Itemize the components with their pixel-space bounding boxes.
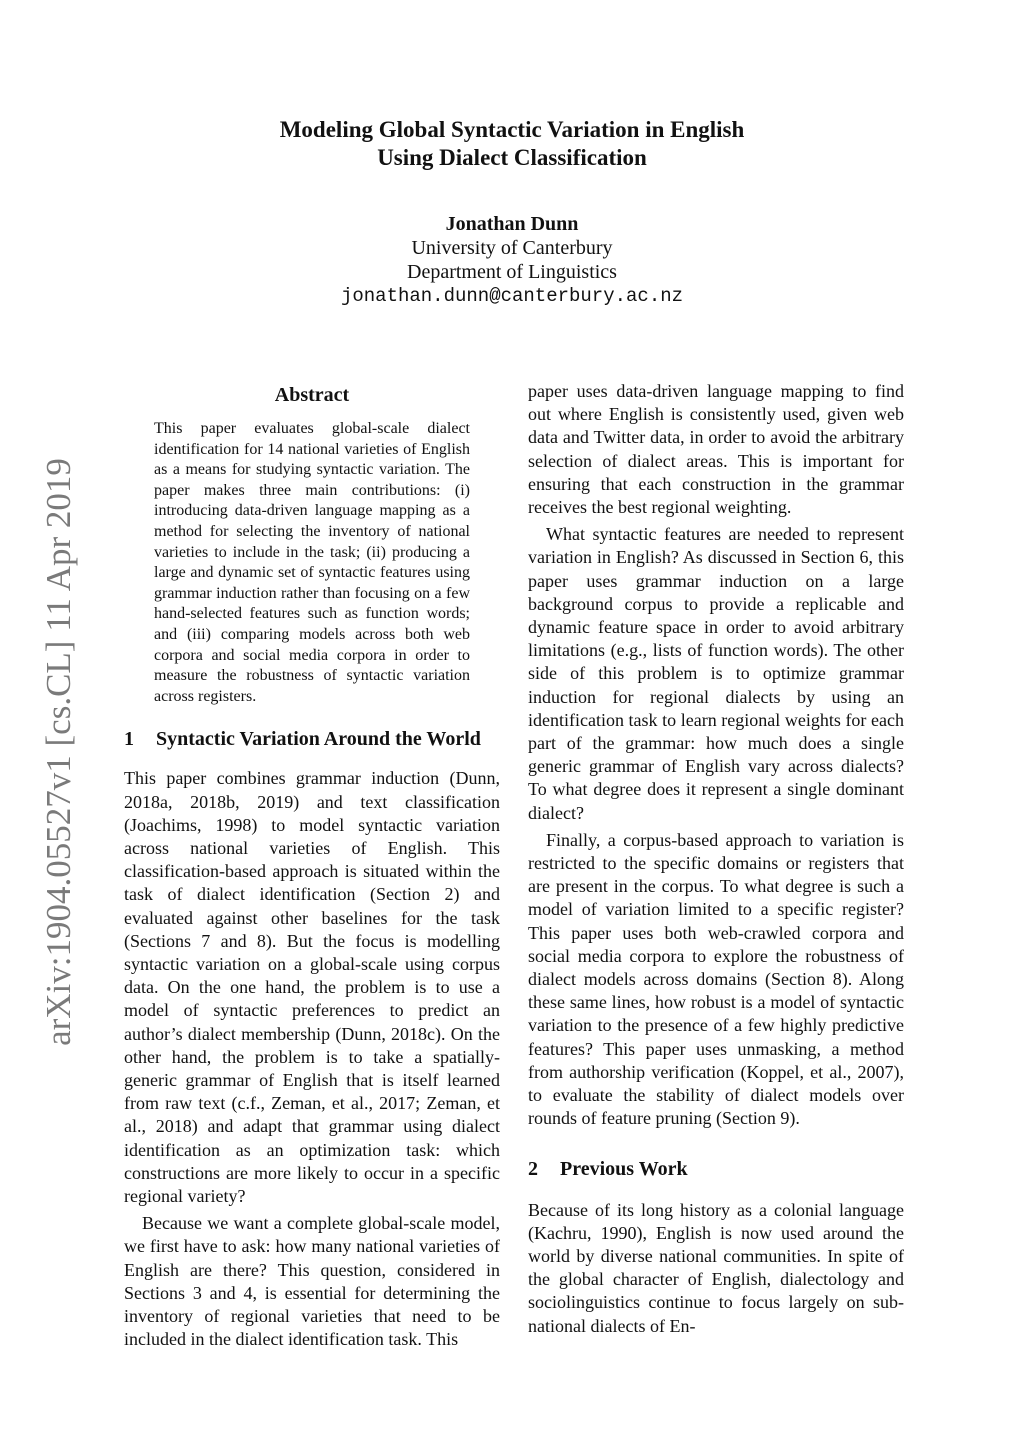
section-2-number: 2	[528, 1157, 538, 1180]
paper-title-line-1: Modeling Global Syntactic Variation in English	[279, 117, 745, 142]
left-column	[124, 380, 500, 1355]
section-1-paragraph-3: What syntactic features are needed to represent variation in English? As discussed in Section 6, this paper uses grammar induction on a large background corpus to provide a replicable and dynamic feature space in order to avoid arbitrary limitations (e.g., lists of function words). The other side of this problem is to optimize grammar induction for regional dialects by using an identification task to learn regional weights for each part of the grammar: how much does a single generic grammar of English vary across dialects? To what degree does it represent a single dominant dialect?	[528, 524, 904, 823]
abstract-heading: Abstract	[274, 384, 350, 406]
author-name: Jonathan Dunn	[445, 213, 579, 235]
author-affiliation-university: University of Canterbury	[411, 237, 613, 259]
section-1-number: 1	[124, 728, 134, 751]
section-2-paragraph-1: Because of its long history as a colonial language (Kachru, 1990), English is now used around the world by diverse national communities. In spite of the global character of English, dialectology and sociolinguistics continue to focus largely on sub-national dialects of En-	[528, 1199, 904, 1336]
author-affiliation-department: Department of Linguistics	[407, 261, 617, 283]
section-1-paragraph-2-continued: paper uses data-driven language mapping to find out where English is consistently used, given web data and Twitter data, in order to avoid the arbitrary selection of dialect areas. This is important for ensuring that each construction in the grammar receives the best regional weighting.	[528, 381, 904, 518]
paper-title-line-2: Using Dialect Classification	[377, 145, 647, 170]
author-block	[0, 212, 1024, 308]
section-1-paragraph-2: Because we want a complete global-scale model, we first have to ask: how many national varieties of English are there? This question, considered in Sections 3 and 4, is essential for determining the inventory of regional varieties that need to be included in the dialect identification task. This	[124, 1213, 500, 1350]
author-email: jonathan.dunn@canterbury.ac.nz	[340, 285, 684, 307]
section-1-title: Syntactic Variation Around the World	[156, 728, 481, 751]
section-1-heading	[124, 727, 500, 751]
right-column	[528, 380, 904, 1342]
section-1-paragraph-4: Finally, a corpus-based approach to variation is restricted to the specific domains or registers that are present in the corpus. To what degree is such a model of variation limited to a specific register? This paper uses both web-crawled corpora and social media corpora to explore the robustness of dialect models across domains (Section 8). Along these same lines, how robust is a model of syntactic variation to the presence of a few highly predictive features? This paper uses unmasking, a method from authorship verification (Koppel, et al., 2007), to evaluate the stability of dialect models over rounds of feature pruning (Section 9).	[528, 829, 904, 1129]
abstract-text: This paper evaluates global-scale dialect identification for 14 national varieties of English as a means for studying syntactic variation. The paper makes three main contributions: (i) introducing data-driven language mapping as a method for selecting the inventory of national varieties to include in the task; (ii) producing a large and dynamic set of syntactic features using grammar induction rather than focusing on a few hand-selected features such as function words; and (iii) comparing models across both web corpora and social media corpora in order to measure the robustness of syntactic variation across registers.	[154, 420, 470, 705]
section-2-title: Previous Work	[560, 1157, 688, 1180]
arxiv-identifier-stamp: arXiv:1904.05527v1 [cs.CL] 11 Apr 2019	[39, 458, 78, 1046]
paper-title	[0, 116, 1024, 172]
section-1-paragraph-1: This paper combines grammar induction (Dunn, 2018a, 2018b, 2019) and text classification (Joachims, 1998) to model syntactic variation across national varieties of English. This classification-based approach is situated within the task of dialect identification (Section 2) and evaluated against other baselines for the task (Sections 7 and 8). But the focus is modelling syntactic variation on a global-scale using corpus data. On the one hand, the problem is to use a model of syntactic preferences to predict an author’s dialect membership (Dunn, 2018c). On the other hand, the problem is to take a spatially-generic grammar of English that is itself learned from raw text (c.f., Zeman, et al., 2017; Zeman, et al., 2018) and adapt that grammar using dialect identification as an optimization task: which constructions are more likely to occur in a specific regional variety?	[124, 768, 500, 1206]
section-2-heading	[528, 1157, 904, 1181]
